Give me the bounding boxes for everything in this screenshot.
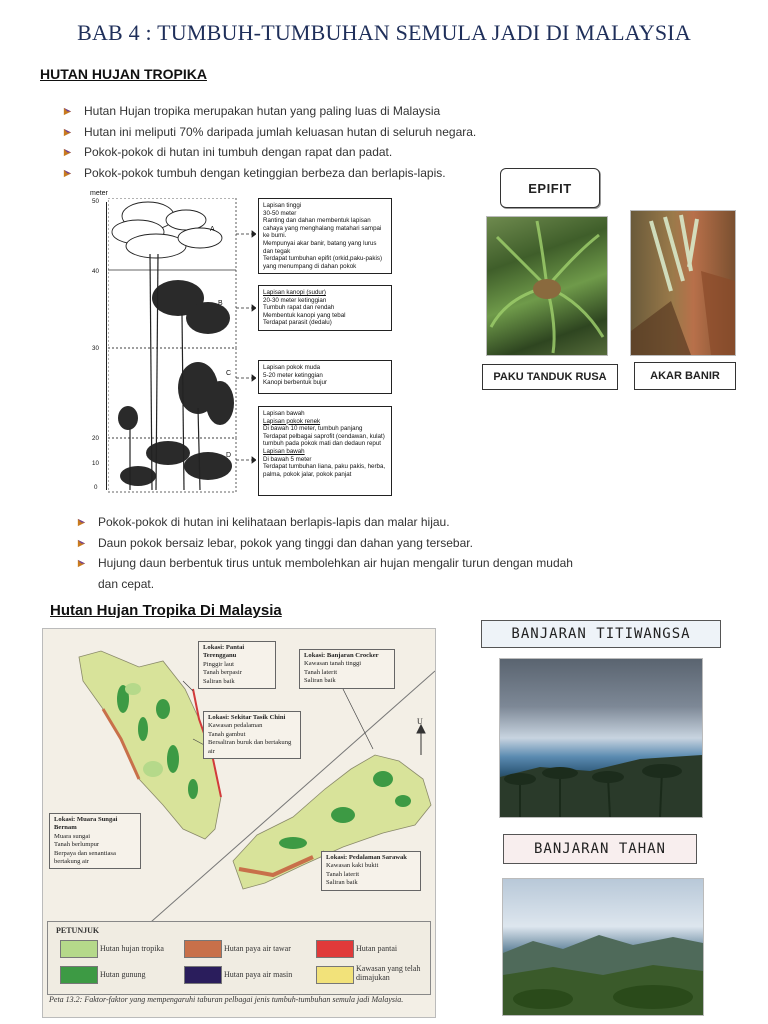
axis-tick: 30 <box>92 345 99 352</box>
legend-swatch <box>316 966 354 984</box>
layer-pointer-arrows <box>236 220 256 480</box>
photo-caption: PAKU TANDUK RUSA <box>482 364 618 390</box>
bullet-arrow-icon <box>62 168 73 179</box>
legend-swatch <box>184 966 222 984</box>
layer-letter: B <box>218 300 223 307</box>
bullet-list <box>72 512 592 594</box>
list-item: Pokok-pokok tumbuh dengan ketinggian berbeza dan berlapis-lapis. <box>58 163 498 184</box>
legend-swatch <box>60 940 98 958</box>
bullet-arrow-icon <box>76 517 87 528</box>
legend-label: Hutan hujan tropika <box>100 944 164 953</box>
forest-strata-diagram <box>86 190 396 498</box>
layer-b-box: Lapisan kanopi (sudur) 20-30 meter ketinggian Tumbuh rapat dan rendah Membentuk kanopi yang tebal Terdapat parasit (dedalu) <box>258 285 392 331</box>
map-note-box: Lokasi: Pantai Terengganu Pinggir laut Tanah berpasir Saliran baik <box>198 641 276 689</box>
banjaran-tahan-photo <box>502 878 704 1016</box>
map-note-box: Lokasi: Sekitar Tasik Chini Kawasan pedalaman Tanah gambut Bersaliran buruk dan bertakung air <box>203 711 301 759</box>
map-heading: Hutan Hujan Tropika Di Malaysia <box>50 602 282 619</box>
list-item: Pokok-pokok di hutan ini kelihataan berlapis-lapis dan malar hijau. <box>72 512 592 533</box>
map-note-box: Lokasi: Pedalaman Sarawak Kawasan kaki bukit Tanah laterit Saliran baik <box>321 851 421 891</box>
layer-letter: D <box>226 452 232 459</box>
photo-caption: AKAR BANIR <box>634 362 736 390</box>
legend-label: Hutan paya air masin <box>224 970 293 979</box>
bullet-arrow-icon <box>62 127 73 138</box>
legend-label: Kawasan yang telah dimajukan <box>356 964 421 982</box>
akar-banir-photo <box>630 210 736 356</box>
map-legend <box>47 921 431 995</box>
layer-a-box: Lapisan tinggi 30-50 meter Ranting dan dahan membentuk lapisan cahaya yang menghalang matahari sampai ke bumi. Mempunyai akar banir, batang yang lurus dan tegak Terdapat tumbuhan epifit (orkid,paku-pakis) yang menumpang di dahan pokok <box>258 198 392 274</box>
map-note-box: Lokasi: Banjaran Crocker Kawasan tanah tinggi Tanah laterit Saliran baik <box>299 649 395 689</box>
legend-title: PETUNJUK <box>56 926 100 935</box>
axis-tick: 50 <box>92 198 99 205</box>
legend-label: Hutan paya air tawar <box>224 944 291 953</box>
legend-swatch <box>316 940 354 958</box>
bullet-arrow-icon <box>76 558 87 569</box>
legend-label: Hutan pantai <box>356 944 398 953</box>
axis-tick: 40 <box>92 268 99 275</box>
layer-letter: C <box>226 370 232 377</box>
layer-letter: A <box>210 226 215 233</box>
list-item: Hutan ini meliputi 70% daripada jumlah keluasan hutan di seluruh negara. <box>58 122 498 143</box>
axis-unit: meter <box>90 190 108 197</box>
epifit-label: EPIFIT <box>500 168 600 208</box>
photo-title: BANJARAN TAHAN <box>503 834 697 864</box>
north-indicator: U <box>417 717 423 726</box>
page-title: BAB 4 : TUMBUH-TUMBUHAN SEMULA JADI DI MALAYSIA <box>77 20 691 45</box>
bullet-arrow-icon <box>62 106 73 117</box>
list-item: Hujung daun berbentuk tirus untuk membolehkan air hujan mengalir turun dengan mudah dan cepat. <box>72 553 592 594</box>
layer-c-box: Lapisan pokok muda 5-20 meter ketinggian Kanopi berbentuk bujur <box>258 360 392 394</box>
bullet-list <box>58 101 498 183</box>
banjaran-titiwangsa-photo <box>499 658 703 818</box>
list-item: Hutan Hujan tropika merupakan hutan yang paling luas di Malaysia <box>58 101 498 122</box>
axis-tick: 0 <box>94 484 98 491</box>
legend-swatch <box>184 940 222 958</box>
list-item: Pokok-pokok di hutan ini tumbuh dengan rapat dan padat. <box>58 142 498 163</box>
forest-trees-illustration <box>108 198 238 494</box>
section-heading: HUTAN HUJAN TROPIKA <box>40 66 207 82</box>
axis-tick: 20 <box>92 435 99 442</box>
malaysia-forest-map <box>42 628 436 1018</box>
paku-tanduk-rusa-photo <box>486 216 608 356</box>
map-note-box: Lokasi: Muara Sungai Bernam Muara sungai Tanah berlumpur Berpaya dan senantiasa bertakung air <box>49 813 141 869</box>
bullet-arrow-icon <box>62 147 73 158</box>
legend-swatch <box>60 966 98 984</box>
axis-tick: 10 <box>92 460 99 467</box>
map-caption: Peta 13.2: Faktor-faktor yang mempengaruhi taburan pelbagai jenis tumbuh-tumbuhan semula jadi Malaysia. <box>49 995 404 1004</box>
legend-label: Hutan gunung <box>100 970 146 979</box>
layer-d-box: Lapisan bawah Lapisan pokok renek Di bawah 10 meter, tumbuh panjang Terdapat pelbagai saprofit (cendawan, kulat) tumbuh pada pokok mati dan dedaun reput Lapisan bawah Di bawah 5 meter Terdapat tumbuhan liana, paku pakis, herba, palma, pokok jalar, pokok panjat <box>258 406 392 496</box>
list-item: Daun pokok bersaiz lebar, pokok yang tinggi dan dahan yang tersebar. <box>72 533 592 554</box>
photo-title: BANJARAN TITIWANGSA <box>481 620 721 648</box>
bullet-arrow-icon <box>76 538 87 549</box>
